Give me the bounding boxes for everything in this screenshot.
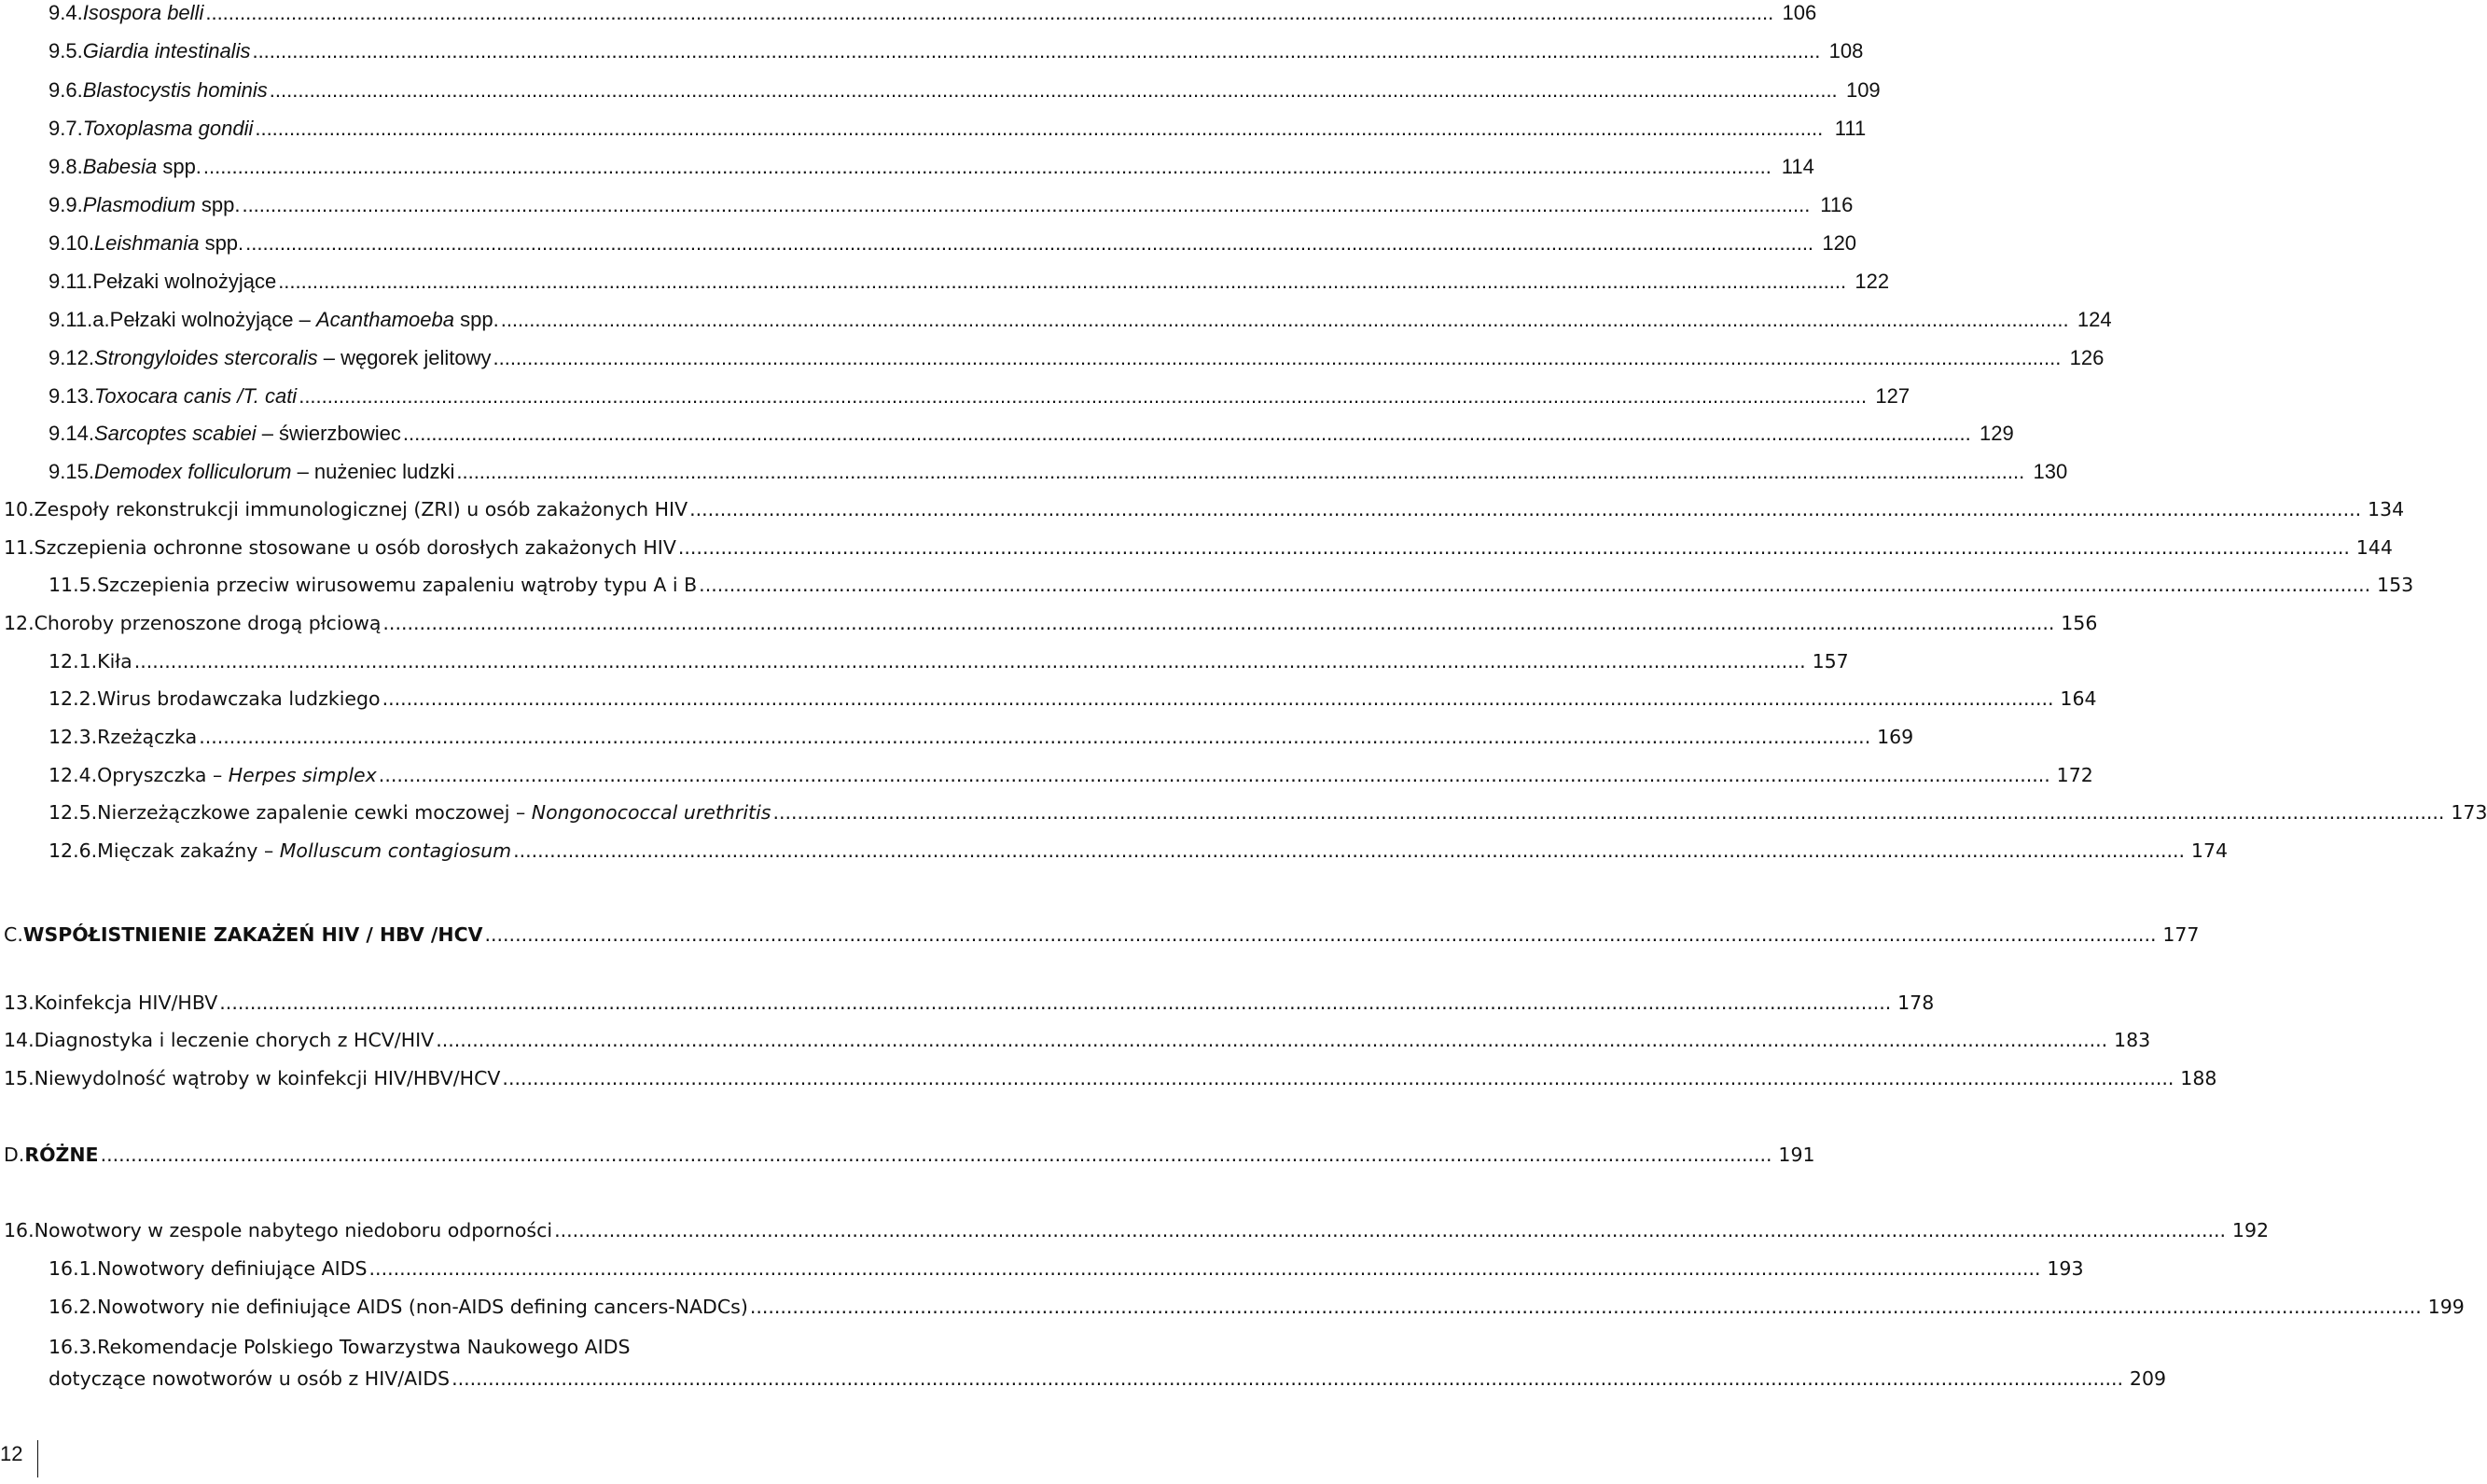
toc-leader-dots [379,762,2050,788]
toc-leader-dots [134,648,1806,674]
toc-leader-dots [484,922,2156,948]
toc-entry-page: 188 [2180,1067,2217,1089]
toc-entry-title-part: Sarcoptes scabiei [93,422,257,445]
toc-entry-title [97,648,132,674]
toc-entry-page: 124 [2077,308,2112,331]
toc-entry [49,459,2068,485]
toc-entry [49,724,1914,750]
toc-entry-number: 9.13. [49,384,94,408]
toc-entry-title-part: Wirus brodawczaka ludzkiego [97,687,381,710]
toc-entry-title-part: Herpes simplex [228,764,377,786]
toc-entry-title-part: Strongyloides stercoralis [93,346,318,369]
toc-entry-number: 10. [4,498,35,520]
toc-entry-title-part: Nongonococcal urethritis [531,801,771,824]
toc-entry-title-part: Rzeżączka [97,726,198,748]
toc-entry-title-part: Blastocystis hominis [82,78,268,102]
toc-entry-title-part: Nierzeżączkowe zapalenie cewki moczowej – [97,801,532,824]
toc-entry-title-part: Nowotwory definiujące AIDS [97,1257,368,1280]
toc-entry-title [97,572,697,598]
toc-entry-number: 9.6. [49,78,83,102]
toc-entry-number: 16.3. [49,1336,98,1358]
toc-leader-dots [678,534,2350,561]
toc-entry [4,1217,2270,1243]
toc-leader-dots [278,269,1846,295]
toc-entry-title [83,0,204,26]
toc-entry-title-part: RÓŻNE [24,1144,99,1166]
toc-leader-dots [403,421,1971,447]
toc-entry-title-part: Toxocara canis /T. cati [93,384,298,408]
toc-entry-page: 164 [2060,687,2097,710]
toc-entry-title-part: Babesia [82,155,158,178]
toc-entry [49,307,2112,333]
toc-leader-dots [750,1294,2422,1320]
toc-entry-number: 12.2. [49,687,98,710]
toc-entry-title [35,496,688,522]
toc-entry-title [35,1065,501,1091]
toc-entry-title [97,762,377,788]
toc-leader-dots [554,1217,2226,1243]
toc-entry-page: 157 [1812,650,1849,673]
toc-entry-number: 13. [4,992,35,1014]
toc-entry-title [23,922,483,948]
toc-entry-title-part: Opryszczka – [97,764,229,786]
toc-entry-number: 9.9. [49,193,83,216]
toc-entry-title [83,116,254,142]
toc-entry-number: 9.4. [49,1,83,24]
toc-leader-dots [772,799,2444,825]
toc-entry [49,1366,2167,1392]
toc-entry-number: 12.3. [49,726,98,748]
toc-entry [49,230,1857,257]
toc-leader-dots [699,572,2370,598]
toc-entry-title [92,269,276,295]
toc-entry [49,1294,2465,1320]
toc-leader-dots [101,1142,1772,1168]
toc-entry-title [110,307,499,333]
toc-entry-title-part: Plasmodium [82,193,196,216]
toc-entry [49,154,1814,180]
toc-leader-dots [502,1065,2174,1091]
toc-entry [49,383,1910,409]
toc-entry-title-part: spp. [195,193,241,216]
toc-entry-page: 120 [1822,231,1857,255]
toc-entry-title-part: spp. [199,231,244,255]
toc-entry [49,116,1867,142]
toc-leader-dots [493,345,2061,371]
toc-entry-title [35,610,382,636]
toc-entry-title-part: Mięczak zakaźny – [97,839,280,862]
toc-entry [4,1065,2217,1091]
toc-entry-number: 16. [4,1219,35,1241]
toc-entry-title [94,345,492,371]
toc-entry-title-part: Pełzaki wolnożyjące – [109,308,316,331]
toc-entry-title-part: spp. [157,155,201,178]
toc-entry-page: 114 [1781,155,1814,178]
toc-entry-page: 191 [1778,1144,1815,1166]
toc-entry-title-part: Szczepienia ochronne stosowane u osób dorosłych zakażonych HIV [34,536,676,559]
toc-leader-dots [219,990,1891,1016]
toc-entry-number: 11. [4,536,35,559]
toc-leader-dots [203,154,1771,180]
toc-entry-number: 14. [4,1029,35,1051]
toc-entry-page: 172 [2056,764,2093,786]
toc-entry-page: 109 [1845,78,1881,102]
toc-entry-number: D. [4,1144,25,1166]
toc-entry [49,572,2414,598]
toc-entry [49,838,2229,864]
toc-entry-title-part: Isospora belli [82,1,204,24]
toc-entry-title-part: – świerzbowiec [256,422,401,445]
toc-leader-dots [501,307,2069,333]
toc-entry-number: 12.1. [49,650,98,673]
toc-entry-title [94,459,454,485]
toc-entry-title-part: Rekomendacje Polskiego Towarzystwa Naukowego AIDS [97,1336,631,1358]
toc-entry-page: 127 [1875,384,1910,408]
toc-entry-page: 129 [1980,422,2014,445]
toc-entry-title-part: Nowotwory w zespole nabytego niedoboru odporności [34,1219,553,1241]
toc-entry-page: 178 [1897,992,1935,1014]
toc-entry-number: 9.12. [49,346,94,369]
toc-entry [49,648,1849,674]
toc-entry-page: 177 [2162,923,2200,946]
toc-entry-title-part: Molluscum contagiosum [279,839,512,862]
toc-entry-title [83,192,241,218]
toc-leader-dots [199,724,1870,750]
toc-leader-dots [252,38,1820,64]
toc-entry-number: 16.1. [49,1257,98,1280]
toc-entry-title-part: Zespoły rekonstrukcji immunologicznej (ZRI) u osób zakażonych HIV [34,498,688,520]
toc-entry [49,77,1881,104]
toc-leader-dots [299,383,1867,409]
toc-entry [49,421,2014,447]
toc-entry [49,1255,2084,1282]
toc-entry [49,762,2093,788]
toc-entry [49,686,2097,712]
toc-entry-title [35,534,676,561]
toc-entry-title [94,383,297,409]
toc-entry-title [35,1217,552,1243]
footer-divider [37,1440,38,1477]
toc-entry-title-part: spp. [454,308,499,331]
toc-entry-title [97,799,771,825]
toc-entry-title-part: Koinfekcja HIV/HBV [34,992,218,1014]
toc-leader-dots [242,192,1810,218]
toc-entry-title [97,1255,367,1282]
toc-entry-number: 12.5. [49,801,98,824]
toc-entry-title [97,1334,630,1360]
toc-entry-title [24,1142,98,1168]
toc-entry-title-part: Giardia intestinalis [82,39,251,62]
toc-entry-title [49,1366,450,1392]
toc-entry-page: 209 [2129,1367,2167,1390]
toc-leader-dots [369,1255,2041,1282]
toc-entry-number: 9.8. [49,155,83,178]
toc-entry-page: 169 [1877,726,1914,748]
toc-entry-page: 192 [2231,1219,2270,1241]
toc-entry-page: 126 [2069,346,2105,369]
toc-entry-title-part: Pełzaki wolnożyjące [92,270,277,293]
toc-entry-title-part: Nowotwory nie definiujące AIDS (non-AIDS defining cancers-NADCs) [97,1296,748,1318]
toc-entry [49,192,1854,218]
toc-entry [4,922,2200,948]
toc-leader-dots [255,116,1823,142]
toc-entry-title [97,1294,748,1320]
toc-entry-number: 12.6. [49,839,98,862]
toc-entry-number: 16.2. [49,1296,98,1318]
page-number: 12 [0,1442,23,1465]
toc-entry-title [97,686,380,712]
toc-entry-number: 12.4. [49,764,98,786]
toc-entry-page: 130 [2033,460,2068,483]
toc-entry-number: 9.11. [49,270,93,293]
toc-entry-title [94,230,243,257]
toc-entry [4,1027,2151,1053]
toc-entry-page: 108 [1828,39,1864,62]
toc-entry-number: 9.11.a. [49,308,110,331]
toc-entry-page: 106 [1782,1,1817,24]
toc-leader-dots [452,1366,2123,1392]
toc-entry [4,1142,1815,1168]
toc-entry [49,38,1864,64]
toc-entry-page: 144 [2355,536,2393,559]
toc-entry-title-part: Leishmania [93,231,200,255]
toc-entry-title [83,154,201,180]
toc-leader-dots [205,0,1773,26]
toc-entry-title [83,77,268,104]
toc-entry [49,0,1817,26]
toc-leader-dots [456,459,2024,485]
toc-entry [49,269,1890,295]
toc-entry-page: 183 [2114,1029,2151,1051]
toc-entry-title-part: Demodex folliculorum [93,460,292,483]
toc-entry-number: 11.5. [49,574,98,596]
toc-entry-title-part: dotyczące nowotworów u osób z HIV/AIDS [49,1367,451,1390]
toc-entry-title-part: Choroby przenoszone drogą płciową [34,612,382,634]
toc-entry-title-part: Szczepienia przeciw wirusowemu zapaleniu wątroby typu A i B [97,574,698,596]
toc-entry-title [97,724,197,750]
toc-leader-dots [382,610,2054,636]
toc-entry-number: C. [4,923,23,946]
toc-entry-title-part: Kiła [97,650,132,673]
toc-entry-title [97,838,511,864]
toc-entry-title-part: – nużeniec ludzki [291,460,455,483]
toc-entry-number: 9.15. [49,460,94,483]
toc-entry-page: 153 [2377,574,2414,596]
toc-entry-number: 9.14. [49,422,94,445]
toc-leader-dots [436,1027,2107,1053]
toc-leader-dots [513,838,2185,864]
toc-leader-dots [689,496,2361,522]
toc-entry-title-part: Niewydolność wątroby w koinfekcji HIV/HBV/HCV [34,1067,501,1089]
toc-entry-number: 9.5. [49,39,83,62]
toc-entry-title-part: – węgorek jelitowy [317,346,492,369]
toc-entry-title [35,990,218,1016]
toc-entry-title [35,1027,435,1053]
toc-leader-dots [245,230,1813,257]
toc-entry-page: 199 [2427,1296,2465,1318]
toc-entry-page: 116 [1820,193,1854,216]
toc-entry-page: 173 [2451,801,2487,824]
toc-entry-title [94,421,401,447]
toc-entry-title-part: Acanthamoeba [316,308,454,331]
toc-entry [4,990,1935,1016]
toc-entry [49,799,2487,825]
toc-entry-page: 111 [1834,117,1867,140]
toc-entry-title [83,38,251,64]
toc-entry-title-part: Toxoplasma gondii [82,117,254,140]
toc-entry-page: 156 [2061,612,2098,634]
toc-leader-dots [382,686,2054,712]
toc-entry-page: 193 [2047,1257,2084,1280]
toc-entry-number: 9.10. [49,231,94,255]
toc-entry-number: 12. [4,612,35,634]
toc-entry [4,496,2405,522]
toc-entry-page: 174 [2190,839,2229,862]
toc-entry [4,534,2393,561]
toc-leader-dots [270,77,1838,104]
toc-entry [4,610,2098,636]
toc-entry-title-part: WSPÓŁISTNIENIE ZAKAŻEŃ HIV / HBV /HCV [22,923,483,946]
toc-entry-number: 15. [4,1067,35,1089]
toc-entry-number: 9.7. [49,117,83,140]
toc-entry-title-part: Diagnostyka i leczenie chorych z HCV/HIV [34,1029,435,1051]
toc-entry-page: 134 [2367,498,2405,520]
toc-entry [49,345,2105,371]
toc-entry [49,1334,879,1360]
toc-entry-page: 122 [1855,270,1890,293]
